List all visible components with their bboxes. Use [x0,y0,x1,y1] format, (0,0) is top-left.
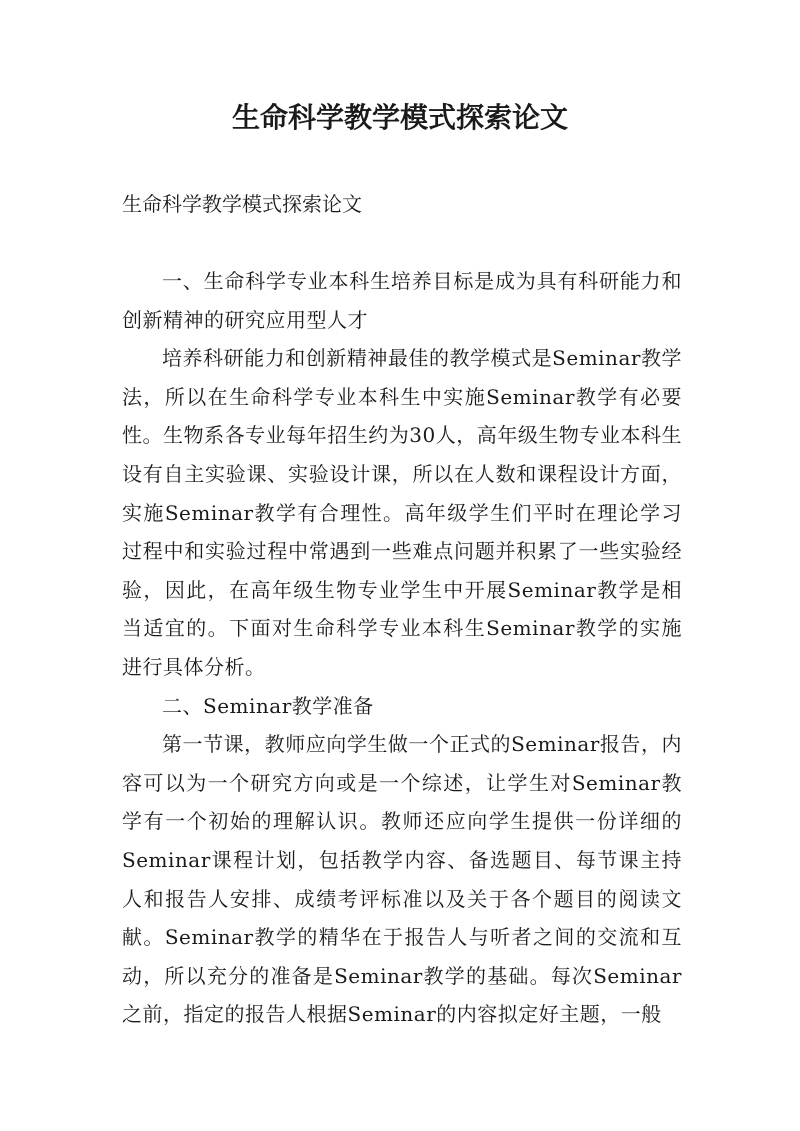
document-body [122,262,682,1034]
section-heading-2: 二、Seminar教学准备 [162,693,374,718]
section-heading-1: 一、生命科学专业本科生培养目标是成为具有科研能力和创新精神的研究应用型人才 [122,269,682,332]
body-paragraph-1: 培养科研能力和创新精神最佳的教学模式是Seminar教学法，所以在生命科学专业本科生中实施Seminar教学有必要性。生物系各专业每年招生约为30人，高年级生物专业本科生设有自主实验课、实验设计课，所以在人数和课程设计方面，实施Seminar教学有合理性。高年级学生们平时在理论学习过程中和实验过程中常遇到一些难点问题并积累了一些实验经验，因此，在高年级生物专业学生中开展Seminar教学是相当适宜的。下面对生命科学专业本科生Seminar教学的实施进行具体分析。 [122,346,682,679]
body-paragraph-2: 第一节课，教师应向学生做一个正式的Seminar报告，内容可以为一个研究方向或是一个综述，让学生对Seminar教学有一个初始的理解认识。教师还应向学生提供一份详细的Seminar课程计划，包括教学内容、备选题目、每节课主持人和报告人安排、成绩考评标准以及关于各个题目的阅读文献。Seminar教学的精华在于报告人与听者之间的交流和互动，所以充分的准备是Seminar教学的基础。每次Seminar之前，指定的报告人根据Seminar的内容拟定好主题，一般 [122,732,682,1027]
document-subtitle: 生命科学教学模式探索论文 [122,192,362,216]
document-title: 生命科学教学模式探索论文 [231,101,568,134]
